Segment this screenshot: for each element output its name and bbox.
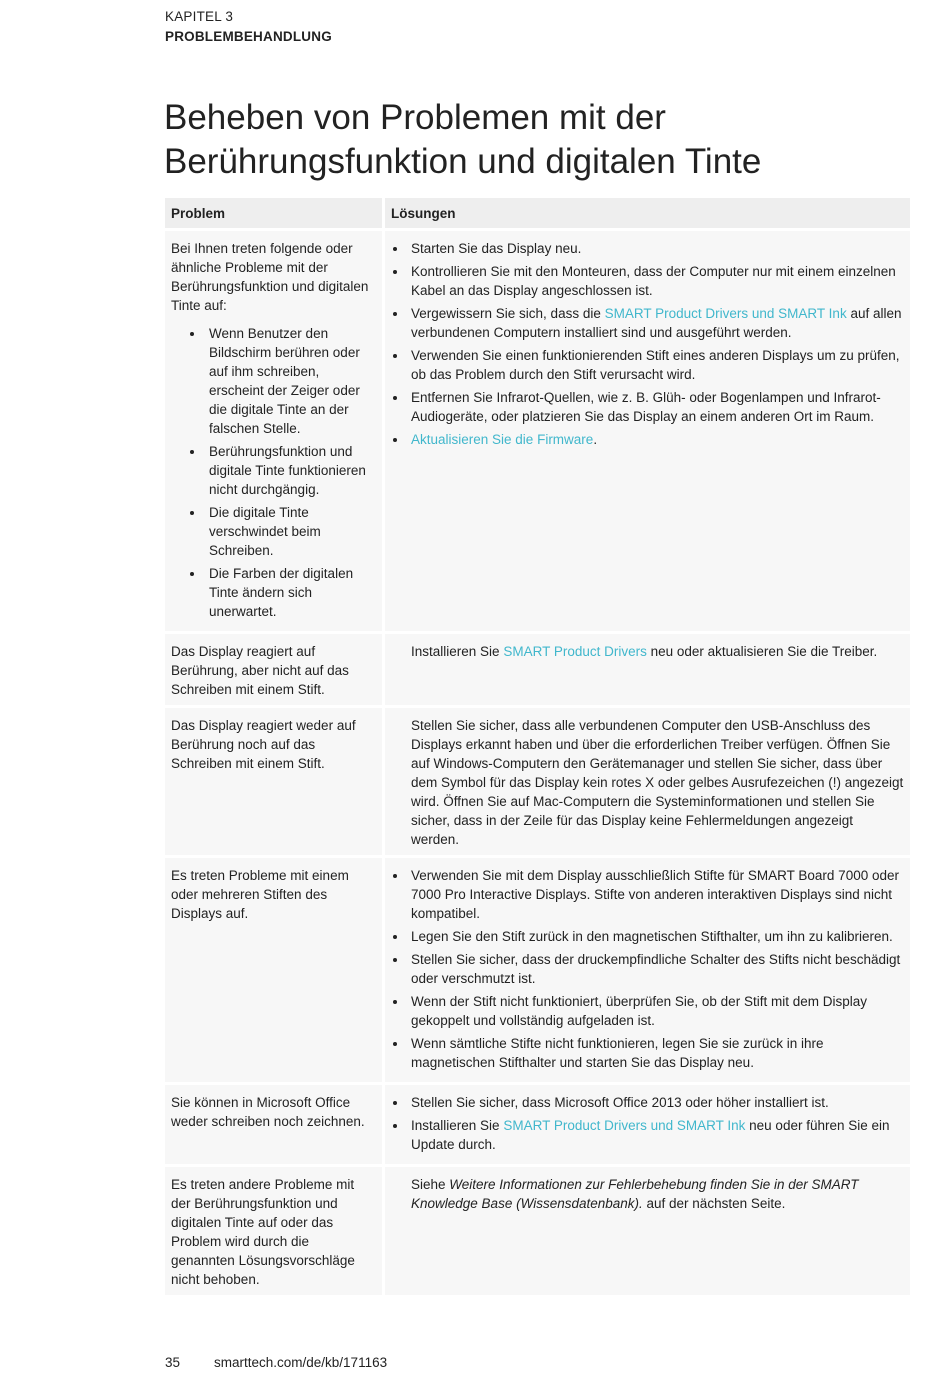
- problem-cell: Es treten Probleme mit einem oder mehreren Stiften des Displays auf.: [165, 855, 385, 1082]
- list-item: Berührungsfunktion und digitale Tinte funktionieren nicht durchgängig.: [188, 442, 376, 499]
- table-row: [165, 705, 910, 855]
- solution-list: [411, 1093, 904, 1154]
- list-item: Verwenden Sie einen funktionierenden Stift eines anderen Displays um zu prüfen, ob das Problem durch den Stift verursacht wird.: [391, 346, 904, 384]
- smart-drivers-link[interactable]: SMART Product Drivers: [503, 644, 647, 659]
- update-firmware-link[interactable]: Aktualisieren Sie die Firmware: [411, 432, 594, 447]
- list-item: Wenn der Stift nicht funktioniert, überprüfen Sie, ob der Stift mit dem Display gekoppelt und vollständig aufgeladen ist.: [391, 992, 904, 1030]
- text: neu oder führen Sie ein Update durch.: [411, 1118, 890, 1152]
- section-label: PROBLEMBEHANDLUNG: [165, 29, 332, 44]
- list-item: Starten Sie das Display neu.: [391, 239, 904, 258]
- list-item: Die digitale Tinte verschwindet beim Schreiben.: [188, 503, 376, 560]
- table-header-row: [165, 198, 910, 228]
- list-item: Wenn sämtliche Stifte nicht funktionieren, legen Sie sie zurück in ihre magnetischen Stifthalter und starten Sie das Display neu.: [391, 1034, 904, 1072]
- text: Installieren Sie: [411, 1118, 504, 1133]
- text: neu oder aktualisieren Sie die Treiber.: [646, 644, 878, 659]
- solution-cell: Stellen Sie sicher, dass alle verbundenen Computer den USB-Anschluss des Displays erkannt haben und über die erforderlichen Treiber verfügen. Öffnen Sie auf Windows-Computern den Gerätemanager und stellen Sie sicher, dass über dem Symbol für das Display kein rotes X oder gelbes Ausrufezeichen (!) angezeigt wird. Öffnen Sie auf Mac-Computern die Systeminformationen und stellen Sie sicher, dass in der Zeile für das Display keine Fehlermeldungen angezeigt werden.: [385, 705, 910, 855]
- page-title: [164, 96, 924, 184]
- smart-drivers-ink-link[interactable]: SMART Product Drivers und SMART Ink: [604, 306, 847, 321]
- problem-cell: Das Display reagiert weder auf Berührung noch auf das Schreiben mit einem Stift.: [165, 705, 385, 855]
- list-item: [391, 430, 904, 449]
- solution-cell: [385, 855, 910, 1082]
- list-item: Stellen Sie sicher, dass Microsoft Office 2013 oder höher installiert ist.: [391, 1093, 904, 1112]
- footer-url: smarttech.com/de/kb/171163: [214, 1355, 388, 1370]
- text: Installieren Sie: [411, 644, 504, 659]
- list-item: Stellen Sie sicher, dass der druckempfindliche Schalter des Stifts nicht beschädigt oder verschmutzt ist.: [391, 950, 904, 988]
- table-row: [165, 855, 910, 1082]
- column-header-problem: Problem: [165, 198, 385, 228]
- list-item: [391, 304, 904, 342]
- list-item: Legen Sie den Stift zurück in den magnetischen Stifthalter, um ihn zu kalibrieren.: [391, 927, 904, 946]
- text: auf der nächsten Seite.: [642, 1196, 786, 1211]
- solution-cell: [385, 1164, 910, 1295]
- page-title-line2: Berührungsfunktion und digitalen Tinte: [164, 142, 762, 181]
- table-row: [165, 1164, 910, 1295]
- problem-cell: [165, 228, 385, 631]
- solution-cell: [385, 228, 910, 631]
- problem-cell: Das Display reagiert auf Berührung, aber nicht auf das Schreiben mit einem Stift.: [165, 631, 385, 705]
- table-row: [165, 631, 910, 705]
- page-number: 35: [165, 1355, 181, 1370]
- table-row: [165, 228, 910, 631]
- problem-cell: Es treten andere Probleme mit der Berührungsfunktion und digitalen Tinte auf oder das Problem wird durch die genannten Lösungsvorschläge nicht behoben.: [165, 1164, 385, 1295]
- list-item: Entfernen Sie Infrarot-Quellen, wie z. B. Glüh- oder Bogenlampen und Infrarot-Audiogeräte, oder platzieren Sie das Display an einem anderen Ort im Raum.: [391, 388, 904, 426]
- text: auf allen verbundenen Computern installiert sind und ausgeführt werden.: [411, 306, 902, 340]
- list-item: [391, 1116, 904, 1154]
- page-title-line1: Beheben von Problemen mit der: [164, 98, 666, 137]
- solution-list: [411, 239, 904, 449]
- problem-intro: Bei Ihnen treten folgende oder ähnliche Probleme mit der Berührungsfunktion und digitalen Tinte auf:: [171, 241, 369, 313]
- text: Vergewissern Sie sich, dass die: [411, 306, 605, 321]
- list-item: Wenn Benutzer den Bildschirm berühren oder auf ihm schreiben, erscheint der Zeiger oder die digitale Tinte an der falschen Stelle.: [188, 324, 376, 438]
- problem-list: [188, 324, 376, 621]
- solution-cell: [385, 1082, 910, 1164]
- text: .: [593, 432, 598, 447]
- solution-cell: [385, 631, 910, 705]
- smart-drivers-ink-link[interactable]: SMART Product Drivers und SMART Ink: [503, 1118, 746, 1133]
- list-item: Kontrollieren Sie mit den Monteuren, dass der Computer nur mit einem einzelnen Kabel an das Display angeschlossen ist.: [391, 262, 904, 300]
- troubleshooting-table: [165, 198, 910, 1295]
- knowledge-base-reference: Weitere Informationen zur Fehlerbehebung finden Sie in der SMART Knowledge Base (Wissensdatenbank).: [411, 1177, 859, 1211]
- solution-list: [411, 866, 904, 1072]
- text: Siehe: [411, 1177, 450, 1192]
- list-item: Die Farben der digitalen Tinte ändern sich unerwartet.: [188, 564, 376, 621]
- column-header-solutions: Lösungen: [385, 198, 910, 228]
- problem-cell: Sie können in Microsoft Office weder schreiben noch zeichnen.: [165, 1082, 385, 1164]
- table-row: [165, 1082, 910, 1164]
- chapter-label: KAPITEL 3: [165, 9, 234, 24]
- list-item: Verwenden Sie mit dem Display ausschließlich Stifte für SMART Board 7000 oder 7000 Pro Interactive Displays. Stifte von anderen interaktiven Displays sind nicht kompatibel.: [391, 866, 904, 923]
